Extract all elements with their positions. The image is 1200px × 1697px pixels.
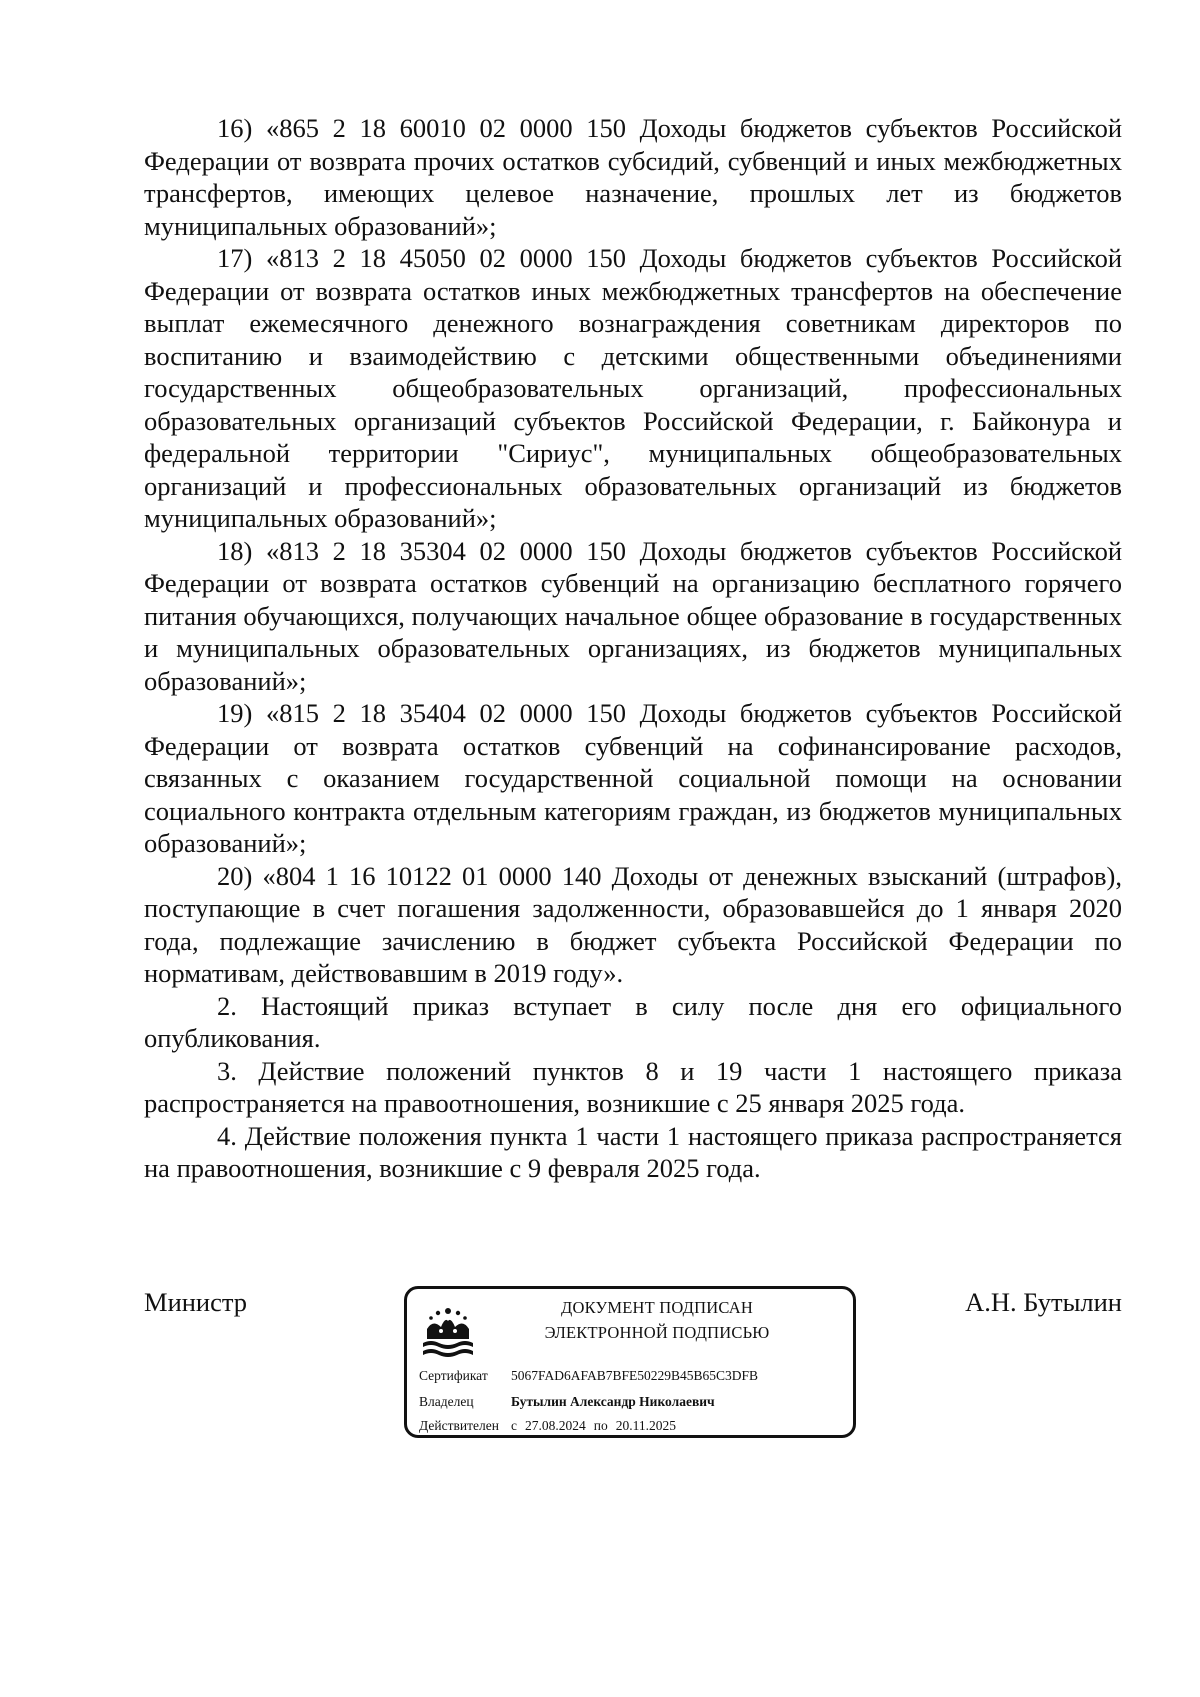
valid-to-word: по <box>593 1418 608 1433</box>
stamp-owner-row <box>419 1393 715 1411</box>
clause-2: 2. Настоящий приказ вступает в силу после дня его официального опубликования. <box>144 990 1122 1053</box>
stamp-certificate-row <box>419 1367 758 1385</box>
owner-label: Владелец <box>419 1394 474 1409</box>
certificate-label: Сертификат <box>419 1368 488 1383</box>
clause-4: 4. Действие положения пункта 1 части 1 настоящего приказа распространяется на правоотношения, возникшие с 9 февраля 2025 года. <box>144 1120 1122 1183</box>
document-body <box>144 112 1122 1185</box>
valid-label: Действителен <box>419 1418 499 1433</box>
signer-position: Министр <box>144 1287 248 1317</box>
signature-block <box>144 1286 1122 1446</box>
item-19: 19) «815 2 18 35404 02 0000 150 Доходы бюджетов субъектов Российской Федерации от возврата остатков субвенций на софинансирование расходов, связанных с оказанием государственной социальной помощи на основании социального контракта отдельным категориям граждан, из бюджетов муниципальных образований»; <box>144 698 1122 858</box>
item-17: 17) «813 2 18 45050 02 0000 150 Доходы бюджетов субъектов Российской Федерации от возврата остатков иных межбюджетных трансфертов на обеспечение выплат ежемесячного денежного вознаграждения советникам директоров по воспитанию и взаимодействию с детскими общественными объединениями государственных общеобразовательных организаций, профессиональных образовательных организаций субъектов Российской Федерации, г. Байконура и федеральной территории "Сириус", муниципальных общеобразовательных организаций и профессиональных образовательных организаций из бюджетов муниципальных образований»; <box>144 243 1122 533</box>
valid-from-word: с <box>511 1418 517 1433</box>
coat-of-arms-icon <box>419 1299 477 1359</box>
stamp-validity-row <box>419 1417 676 1435</box>
clause-3: 3. Действие положений пунктов 8 и 19 части 1 настоящего приказа распространяется на правоотношения, возникшие с 25 января 2025 года. <box>144 1055 1122 1118</box>
signer-name: А.Н. Бутылин <box>965 1287 1122 1317</box>
valid-from-date: 27.08.2024 <box>525 1418 586 1433</box>
item-20: 20) «804 1 16 10122 01 0000 140 Доходы от денежных взысканий (штрафов), поступающие в счет погашения задолженности, образовавшейся до 1 января 2020 года, подлежащие зачислению в бюджет субъекта Российской Федерации по нормативам, действовавшим в 2019 году». <box>144 860 1122 988</box>
electronic-signature-stamp <box>404 1286 856 1438</box>
item-16: 16) «865 2 18 60010 02 0000 150 Доходы бюджетов субъектов Российской Федерации от возврата прочих остатков субсидий, субвенций и иных межбюджетных трансфертов, имеющих целевое назначение, прошлых лет из бюджетов муниципальных образований»; <box>144 113 1122 241</box>
owner-value: Бутылин Александр Николаевич <box>511 1394 715 1409</box>
certificate-value: 5067FAD6AFAB7BFE50229B45B65C3DFB <box>511 1368 759 1383</box>
stamp-heading-line-1: ДОКУМЕНТ ПОДПИСАН <box>561 1298 753 1317</box>
valid-to-date: 20.11.2025 <box>615 1418 676 1433</box>
item-18: 18) «813 2 18 35304 02 0000 150 Доходы бюджетов субъектов Российской Федерации от возврата остатков субвенций на организацию бесплатного горячего питания обучающихся, получающих начальное общее образование в государственных и муниципальных образовательных организациях, из бюджетов муниципальных образований»; <box>144 535 1122 696</box>
stamp-heading <box>507 1295 807 1345</box>
stamp-heading-line-2: ЭЛЕКТРОННОЙ ПОДПИСЬЮ <box>544 1323 770 1342</box>
